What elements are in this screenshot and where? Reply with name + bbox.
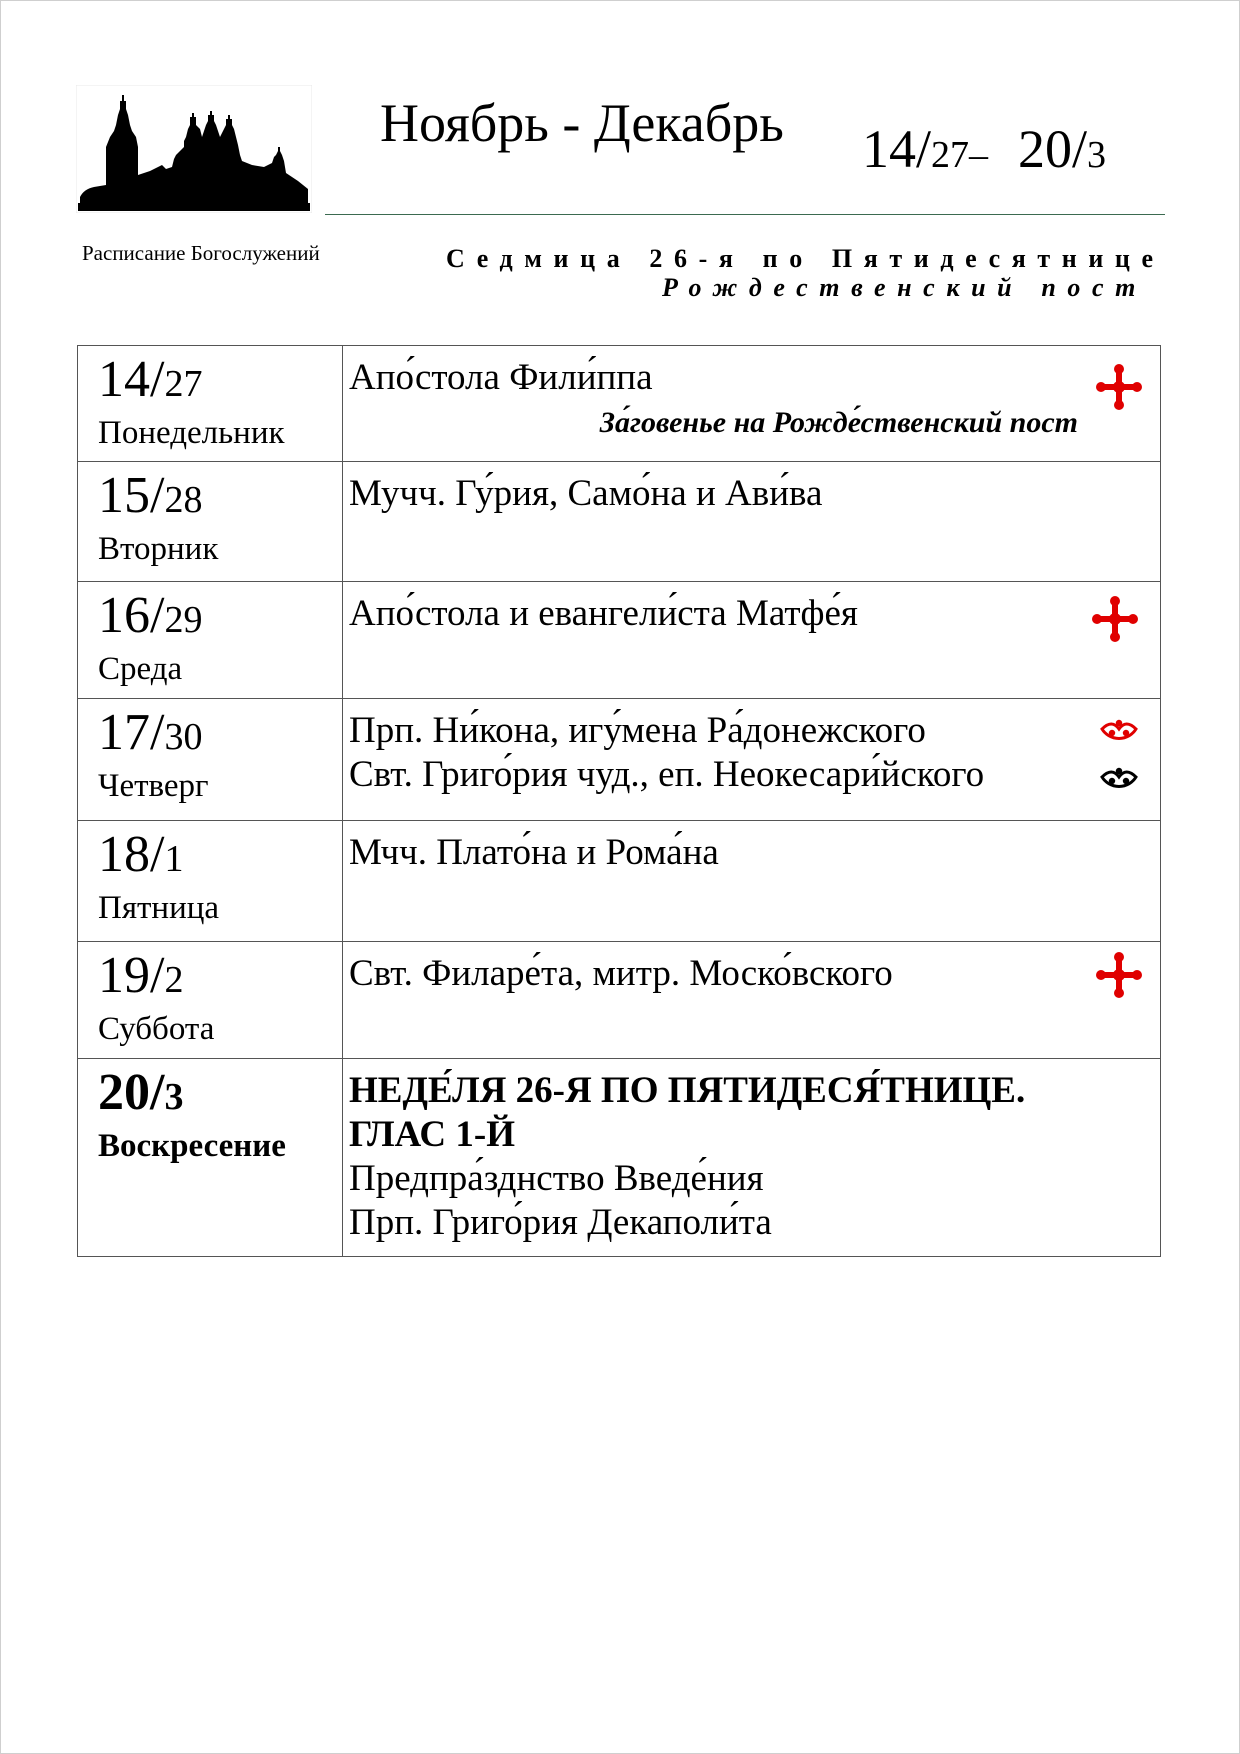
new-style-date: 2 [164,959,184,1001]
range-end-new: 3 [1087,134,1107,176]
date-cell [78,346,343,462]
old-style-date: 15/ [98,467,165,524]
table-row [78,582,1161,699]
old-style-date: 18/ [98,826,165,883]
old-style-date: 16/ [98,587,165,644]
fast-note: За́говенье на Рожде́ственский пост [599,406,1078,439]
new-style-date: 29 [164,599,203,641]
day-number [98,948,342,1008]
day-number [98,468,342,528]
weekday-name: Суббота [98,1011,215,1047]
event-cell [343,462,1161,582]
header-rule [325,214,1165,215]
weekday-name: Понедельник [98,415,285,451]
table-row [78,699,1161,821]
range-start-new: 27– [931,134,989,176]
event-cell [343,942,1161,1059]
event-line: Мучч. Гу́рия, Само́на и Ави́ва [349,473,823,514]
event-line: Предпра́зднство Введе́ния [349,1158,764,1199]
event-line: Свт. Григо́рия чуд., еп. Неокесари́йского [349,754,985,795]
range-end-old: 20/ [1018,119,1088,179]
day-number [98,588,342,648]
date-cell [78,699,343,821]
old-style-date: 14/ [98,351,165,408]
event-cell [343,821,1161,942]
event-cell [343,582,1161,699]
event-cell [343,699,1161,821]
church-silhouette-icon [76,85,312,213]
weekday-name: Четверг [98,768,209,804]
red-semicircle-three-dots-icon [1096,705,1142,751]
date-cell [78,462,343,582]
day-number [98,827,342,887]
week-title: Седмица 26-я по Пятидесятнице [446,244,1165,273]
weekday-name: Воскресение [98,1128,286,1164]
date-cell [78,942,343,1059]
event-line: Апо́стола и евангели́ста Матфе́я [349,593,858,634]
tone-line: ГЛАС 1-Й [349,1114,515,1155]
table-row [78,821,1161,942]
red-cross-icon [1096,952,1142,998]
old-style-date: 17/ [98,704,165,761]
fast-title: Рождественский пост [662,273,1147,302]
date-cell [78,821,343,942]
event-line: Свт. Филаре́та, митр. Моско́вского [349,953,893,994]
new-style-date: 27 [164,363,203,405]
day-number [98,1065,342,1125]
black-semicircle-three-dots-icon [1096,753,1142,799]
event-line: Апо́стола Фили́ппа [349,357,653,398]
schedule-label: Расписание Богослужений [82,241,320,265]
table-row [78,942,1161,1059]
weekday-name: Среда [98,651,183,687]
weekday-name: Пятница [98,890,220,926]
date-range [862,118,1106,180]
date-cell [78,582,343,699]
event-cell [343,1059,1161,1257]
table-row [78,462,1161,582]
day-number [98,705,342,765]
table-row [78,1059,1161,1257]
event-line: Прп. Григо́рия Декаполи́та [349,1202,772,1243]
sunday-title: НЕДЕ́ЛЯ 26-Я ПО ПЯТИДЕСЯ́ТНИЦЕ. [349,1070,1026,1111]
weekday-name: Вторник [98,531,219,567]
new-style-date: 3 [164,1076,184,1118]
old-style-date: 19/ [98,947,165,1004]
church-silhouette-logo [76,85,312,213]
month-title: Ноябрь - Декабрь [380,93,784,153]
table-row [78,346,1161,462]
range-start-old: 14/ [862,119,932,179]
new-style-date: 1 [164,838,184,880]
new-style-date: 30 [164,716,203,758]
red-cross-icon [1092,596,1138,642]
schedule-table [77,345,1161,1257]
new-style-date: 28 [164,479,203,521]
event-cell [343,346,1161,462]
event-line: Прп. Ни́кона, игу́мена Ра́донежского [349,710,926,751]
old-style-date: 20/ [98,1064,165,1121]
date-cell [78,1059,343,1257]
event-line: Мчч. Плато́на и Рома́на [349,832,719,873]
red-cross-icon [1096,364,1142,410]
day-number [98,352,342,412]
